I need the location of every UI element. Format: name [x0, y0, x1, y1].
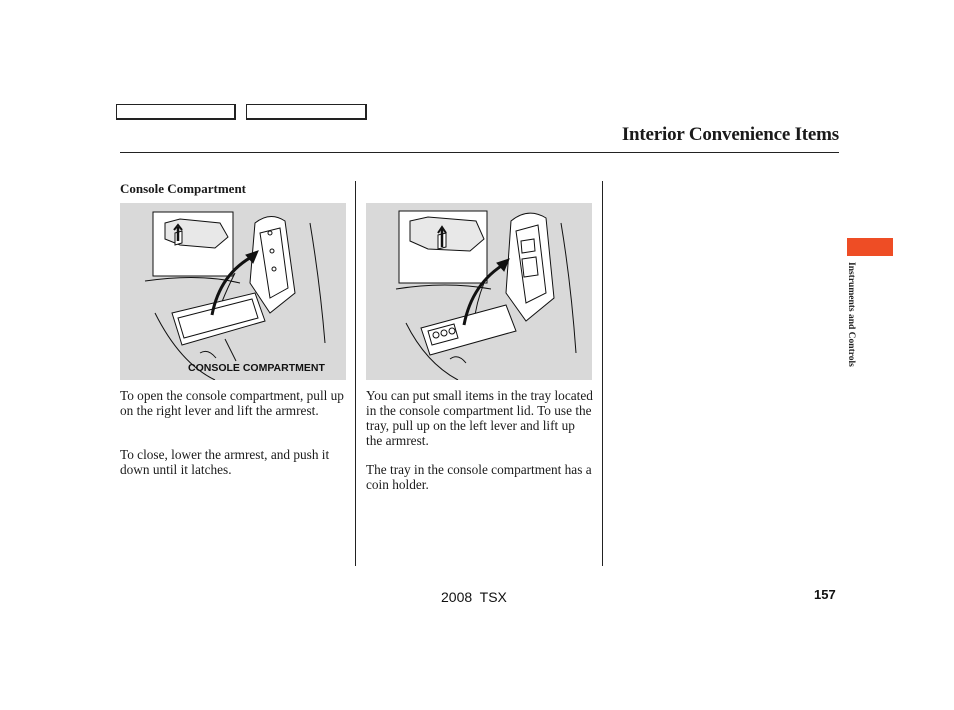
chapter-label: Instruments and Controls: [846, 262, 856, 367]
title-rule: [120, 152, 839, 153]
section-heading: Console Compartment: [120, 181, 247, 196]
figure-label: CONSOLE COMPARTMENT: [188, 362, 325, 374]
console-tray-illustration: [366, 203, 592, 380]
middle-paragraph-2: The tray in the console compartment has a coin holder.: [366, 462, 592, 492]
nav-box-1[interactable]: [116, 104, 236, 120]
footer-model: 2008 TSX: [441, 589, 507, 605]
left-paragraph-2: To close, lower the armrest, and push it down until it latches.: [120, 447, 330, 477]
chapter-tab[interactable]: [847, 238, 893, 256]
column-divider-2: [602, 181, 603, 566]
page-title: Interior Convenience Items: [621, 124, 839, 145]
middle-paragraph-1: You can put small items in the tray located in the console compartment lid. To use the tray, pull up on the left lever and lift up the armrest.: [366, 388, 593, 448]
nav-box-2[interactable]: [246, 104, 367, 120]
page-number: 157: [814, 587, 836, 602]
console-compartment-illustration: [120, 203, 346, 380]
column-divider-1: [355, 181, 356, 566]
left-paragraph-1: To open the console compartment, pull up on the right lever and lift the armrest.: [120, 388, 344, 418]
